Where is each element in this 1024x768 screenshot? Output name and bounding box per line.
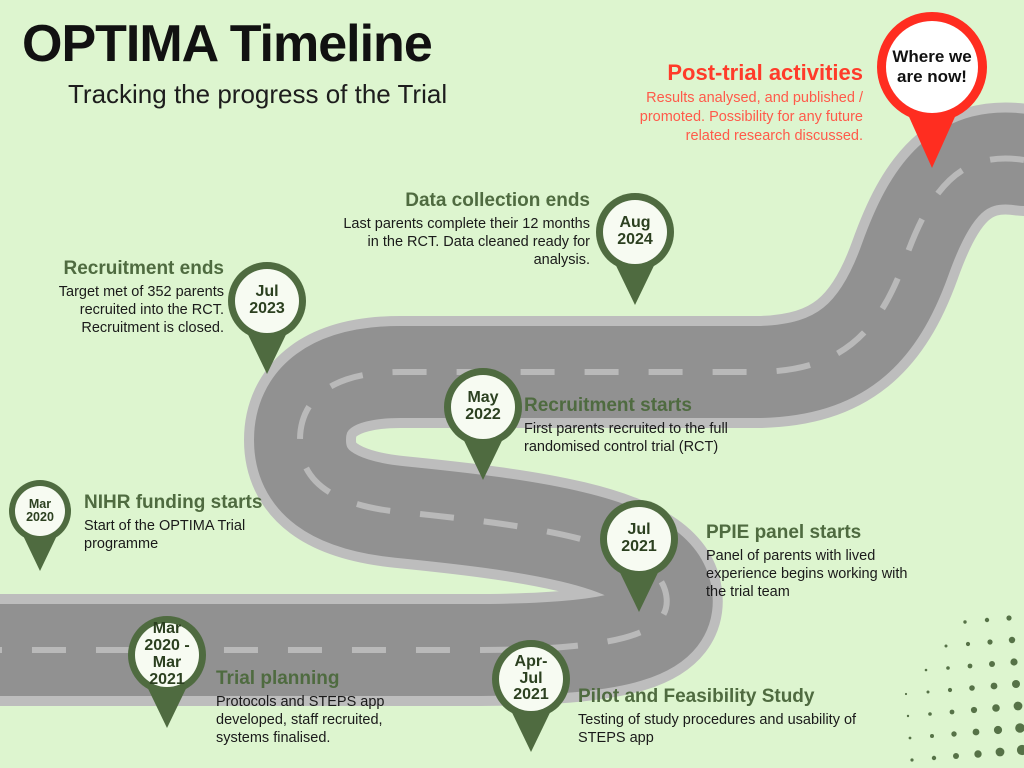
milestone-body: Last parents complete their 12 months in the RCT. Data cleaned ready for analysis. [343,216,590,269]
milestone-ppie-panel-starts [706,522,921,601]
milestone-nihr-funding-starts [84,492,304,553]
milestone-heading: Trial planning [216,668,340,689]
milestone-heading: NIHR funding starts [84,492,263,513]
milestone-data-collection-ends [330,190,590,269]
pin-date-label: Jul 2021 [607,507,671,571]
milestone-recruitment-ends [14,258,224,337]
pin-date-label: Mar 2020 -Mar 2021 [135,623,199,687]
pin-pilot-and-feasibility-study[interactable] [492,640,570,752]
milestone-heading: Recruitment starts [524,395,692,416]
halftone-dots-decoration [874,608,1024,768]
milestone-post-trial-activities [605,60,863,146]
pin-date-label: May 2022 [451,375,515,439]
milestone-heading: PPIE panel starts [706,522,862,543]
marker-label: Where we are now! [886,21,978,113]
milestone-body: First parents recruited to the full randomised control trial (RCT) [524,421,728,456]
milestone-heading: Pilot and Feasibility Study [578,686,815,707]
pin-trial-planning[interactable] [128,616,206,728]
current-position-marker[interactable] [877,12,987,170]
page-title: OPTIMA Timeline [22,15,432,73]
pin-date-label: Aug 2024 [603,200,667,264]
milestone-recruitment-starts [524,395,794,456]
pin-nihr-funding-starts[interactable] [9,480,71,572]
pin-date-label: Apr- Jul 2021 [499,647,563,711]
milestone-body: Protocols and STEPS app developed, staff recruited, systems finalised. [216,694,385,747]
pin-date-label: Jul 2023 [235,269,299,333]
milestone-body: Results analysed, and published / promoted. Possibility for any future related research discussed. [639,90,863,144]
pin-recruitment-starts[interactable] [444,368,522,480]
pin-date-label: Mar 2020 [15,486,65,536]
milestone-trial-planning [216,668,426,747]
milestone-heading: Data collection ends [405,190,590,211]
milestone-heading: Recruitment ends [63,258,224,279]
milestone-body: Start of the OPTIMA Trial programme [84,518,246,553]
page-subtitle: Tracking the progress of the Trial [68,79,448,109]
milestone-body: Testing of study procedures and usability of STEPS app [578,712,857,747]
milestone-pilot-and-feasibility-study [578,686,868,747]
pin-recruitment-ends[interactable] [228,262,306,374]
milestone-body: Target met of 352 parents recruited into the RCT. Recruitment is closed. [58,284,224,337]
milestone-heading: Post-trial activities [667,60,863,85]
milestone-body: Panel of parents with lived experience begins working with the trial team [706,548,908,601]
pin-data-collection-ends[interactable] [596,193,674,305]
pin-ppie-panel-starts[interactable] [600,500,678,612]
